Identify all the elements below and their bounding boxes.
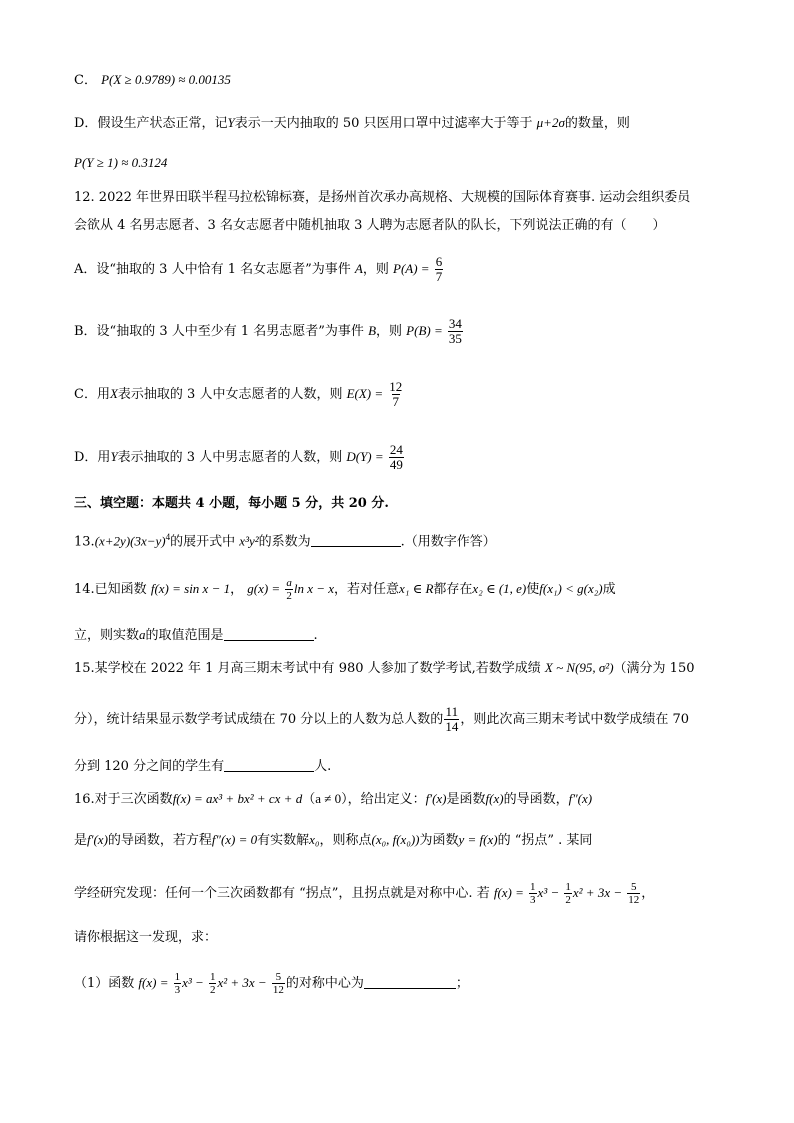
text: 的系数为 (258, 534, 311, 550)
text: 的导函数， (503, 792, 569, 807)
answer-blank[interactable] (364, 974, 456, 989)
q16-line1 (74, 789, 592, 810)
text: B．设“抽取的 3 人中至少有 1 名男志愿者”为事件 (74, 324, 364, 339)
math-expression: ln x − x (293, 581, 335, 596)
exponent: 4 (165, 532, 171, 542)
text: 学经研究发现：任何一个三次函数都有 “拐点”，且拐点就是对称中心. 若 (74, 886, 490, 901)
section-heading: 三、填空题：本题共 4 小题，每小题 5 分，共 20 分. (74, 496, 389, 511)
math-expression: y = f(x) (458, 832, 498, 847)
text: . (313, 628, 318, 643)
fraction (435, 255, 444, 284)
text: 是函数 (446, 792, 486, 807)
math-expression: f(x) = sin x − 1 (150, 581, 231, 596)
math-expression: (x+2y)(3x−y) (94, 533, 166, 549)
math-expression: x³y² (239, 533, 259, 549)
numerator: 12 (389, 379, 403, 394)
math-expression: x₂ ∈ (1, e) (472, 581, 527, 596)
text: 分），统计结果显示数学考试成绩在 70 分以上的人数为总人数的 (74, 712, 444, 727)
answer-blank[interactable] (224, 757, 314, 772)
text: C．用 (74, 387, 110, 402)
math-var: Y (110, 449, 118, 464)
text: 人. (314, 759, 332, 774)
fraction: $\frac{1}{2}$ (565, 881, 571, 906)
text: 为函数 (419, 833, 459, 848)
text: 都存在 (433, 582, 473, 597)
text: 成 (602, 582, 616, 597)
q12-line1: 12. 2022 年世界田联半程马拉松锦标赛，是扬州首次承办高规格、大规模的国际体育赛事. 运动会组织委员 (74, 190, 691, 205)
fraction: $\frac{1}{2}$ (209, 971, 216, 996)
q15-line1 (74, 658, 695, 679)
denominator: 35 (448, 331, 462, 346)
text: 16.对于三次函数 (74, 792, 173, 807)
math-expression: f″(x) (568, 791, 593, 806)
text: A．设“抽取的 3 人中恰有 1 名女志愿者”为事件 (74, 262, 351, 277)
text: ，若对任意 (334, 582, 400, 597)
numerator: a (286, 577, 292, 589)
fraction (444, 705, 459, 734)
text: 的对称中心为 (285, 976, 364, 991)
option-d-prev (74, 113, 630, 134)
q12-option-d (74, 440, 405, 475)
denominator: 2 (286, 590, 292, 602)
text: （1）函数 (74, 976, 135, 991)
math-expression: x² + 3x − (217, 975, 267, 990)
math-expression: x³ − (537, 885, 560, 900)
text: 有实数解 (257, 833, 310, 848)
q12-option-a (74, 252, 444, 287)
math-expression: μ+2σ (536, 115, 565, 130)
text: D．用 (74, 450, 111, 465)
fraction (448, 317, 463, 346)
answer-blank[interactable] (224, 626, 314, 641)
denominator: 7 (435, 269, 443, 284)
q16-line4: 请你根据这一发现，求： (74, 930, 218, 945)
text: 立，则实数 (74, 628, 140, 643)
q14-line1: 14.已知函数 f(x) = sin x − 1， g(x) = $\frac{a}{2}$ ln x − x，若对任意x₁ ∈ R都存在x₂ ∈ (1, e)使f(x₁) < g(x₂)成 (74, 577, 616, 602)
fraction: $\frac{5}{12}$ (628, 881, 640, 906)
fraction (285, 577, 293, 602)
text: 分到 120 分之间的学生有 (74, 759, 225, 774)
math-expression: f(x) = (493, 885, 524, 900)
q14-line2 (74, 625, 318, 646)
math-expression: g(x) = (247, 581, 281, 596)
text: 的取值范围是 (145, 628, 224, 643)
q15-line3 (74, 757, 331, 777)
math-expression: f″(x) = 0 (211, 832, 258, 847)
math-expression: f(x) (485, 791, 504, 806)
option-c-prev (74, 70, 231, 91)
math-expression: x² + 3x − (572, 885, 623, 900)
fraction: $\frac{1}{3}$ (530, 881, 536, 906)
math-expression: （a ≠ 0） (302, 791, 348, 806)
numerator: 11 (445, 704, 459, 719)
option-label: C． (74, 73, 97, 88)
text: 的导函数，若方程 (107, 833, 212, 848)
math-expression: E(X) = (346, 386, 384, 401)
text: ，给出定义： (347, 792, 426, 807)
option-label: D． (74, 116, 98, 131)
math-expression: f′(x) (425, 791, 447, 806)
math-expression: P(X ≥ 0.9789) ≈ 0.00135 (101, 72, 231, 87)
math-expression: x³ − (182, 975, 204, 990)
text: 的 “拐点” . 某同 (497, 833, 593, 848)
math-expression: f′(x) (87, 832, 108, 847)
fraction: $\frac{5}{12}$ (272, 971, 284, 996)
math-expression: f(x) = (138, 975, 169, 990)
math-expression: f(x₁) < g(x₂) (539, 581, 603, 596)
fraction (388, 380, 403, 409)
q12-option-c (74, 377, 404, 412)
math-var: X (109, 386, 118, 401)
text: 的展开式中 (170, 534, 236, 550)
answer-blank[interactable] (311, 532, 401, 547)
math-expression: X ~ N(95, σ²) (544, 660, 614, 675)
math-var: a (139, 627, 146, 642)
text: 使 (526, 582, 540, 597)
math-var: B (368, 323, 377, 338)
text: ，则称点 (319, 833, 372, 848)
math-expression: f(x) = ax³ + bx² + cx + d (172, 791, 303, 806)
text: .（用数字作答） (400, 534, 496, 550)
fraction: $\frac{1}{3}$ (174, 971, 181, 996)
denominator: 49 (389, 457, 403, 472)
text: 表示抽取的 3 人中女志愿者的人数，则 (117, 387, 343, 402)
question-number: 13. (74, 534, 95, 550)
q13 (74, 527, 496, 552)
math-expression: D(Y) = (346, 449, 384, 464)
text: 假设生产状态正常，记 (97, 116, 228, 131)
math-expression: (x₀, f(x₀)) (371, 832, 420, 847)
text: ，则 (376, 324, 403, 339)
math-var: A (354, 261, 363, 276)
text: 的数量，则 (564, 116, 630, 131)
numerator: 24 (389, 442, 403, 457)
text: ，则此次高三期末考试中数学成绩在 70 (460, 712, 689, 727)
text: 表示抽取的 3 人中男志愿者的人数，则 (117, 450, 343, 465)
math-expression: P(B) = (406, 323, 443, 338)
math-expression: x₁ ∈ R (399, 581, 434, 596)
q16-line2 (74, 830, 592, 851)
text: ，则 (362, 262, 389, 277)
text: （满分为 150 (613, 661, 695, 676)
denominator: 14 (445, 719, 459, 734)
q16-sub1 (74, 963, 469, 1004)
text: 15.某学校在 2022 年 1 月高三期末考试中有 980 人参加了数学考试,若数学成绩 (74, 661, 541, 676)
math-var: x₀ (309, 832, 320, 847)
fraction (389, 443, 404, 472)
math-expression: P(A) = (393, 261, 430, 276)
q15-line2 (74, 703, 689, 737)
denominator: 7 (392, 394, 400, 409)
option-d-expr (74, 153, 167, 174)
math-var: Y (227, 115, 235, 130)
q16-line3: 学经研究发现：任何一个三次函数都有 “拐点”，且拐点就是对称中心. 若 f(x) = $\frac{1}{3}$ x³ − $\frac{1}{2}$ x² + 3x − $\frac{5}{12}$ ， (74, 881, 655, 906)
text: 是 (74, 833, 88, 848)
text: 14.已知函数 (74, 582, 147, 597)
text: ； (455, 976, 469, 991)
numerator: 6 (435, 254, 443, 269)
text: 表示一天内抽取的 50 只医用口罩中过滤率大于等于 (234, 116, 533, 131)
q12-option-b (74, 314, 464, 349)
numerator: 34 (448, 316, 462, 331)
q12-line2: 会欲从 4 名男志愿者、3 名女志愿者中随机抽取 3 人聘为志愿者队的队长，下列说法正确的有（ ） (74, 218, 666, 233)
math-expression: P(Y ≥ 1) ≈ 0.3124 (74, 155, 168, 170)
